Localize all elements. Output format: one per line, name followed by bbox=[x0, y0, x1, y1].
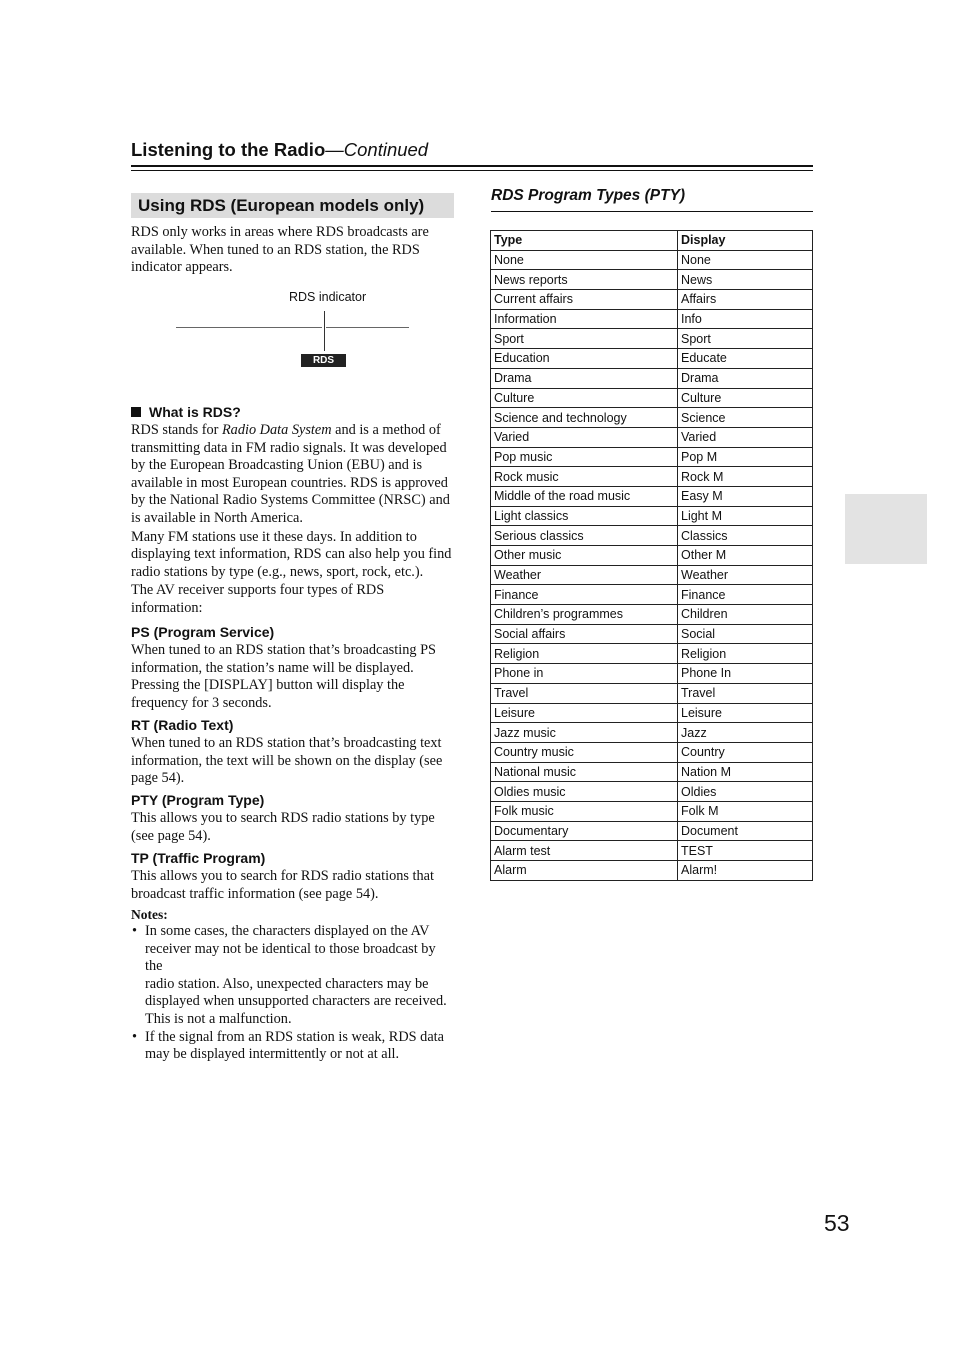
rt-heading: RT (Radio Text) bbox=[131, 717, 234, 733]
text-line: indicator appears. bbox=[131, 259, 233, 276]
cell-display: Classics bbox=[678, 526, 813, 546]
cell-type: Science and technology bbox=[491, 408, 678, 428]
cell-type: Middle of the road music bbox=[491, 486, 678, 506]
table-row bbox=[491, 329, 813, 349]
table-row bbox=[491, 427, 813, 447]
text-line: When tuned to an RDS station that’s broadcasting text bbox=[131, 735, 442, 751]
side-tab bbox=[845, 494, 927, 564]
text-line: This allows you to search RDS radio stations by type bbox=[131, 810, 435, 826]
cell-display: Pop M bbox=[678, 447, 813, 467]
ps-heading: PS (Program Service) bbox=[131, 624, 275, 640]
cell-display: Light M bbox=[678, 506, 813, 526]
cell-type: Alarm test bbox=[491, 841, 678, 861]
table-row bbox=[491, 546, 813, 566]
cell-display: Country bbox=[678, 742, 813, 762]
heading-text: What is RDS? bbox=[149, 404, 241, 420]
cell-display: Sport bbox=[678, 329, 813, 349]
display-line-left bbox=[176, 327, 322, 328]
pty-table bbox=[490, 230, 813, 881]
page-title: Listening to the Radio bbox=[131, 139, 326, 160]
notes-list bbox=[131, 923, 453, 1064]
cell-display: Travel bbox=[678, 683, 813, 703]
table-row bbox=[491, 349, 813, 369]
text-line: information, the station’s name will be displayed. bbox=[131, 659, 414, 676]
text-line: information: bbox=[131, 599, 203, 616]
cell-display: Easy M bbox=[678, 486, 813, 506]
column-header-display: Display bbox=[678, 231, 813, 251]
table-row bbox=[491, 762, 813, 782]
cell-type: Folk music bbox=[491, 801, 678, 821]
cell-type: Other music bbox=[491, 546, 678, 566]
text-line: displayed when unsupported characters are received. bbox=[145, 993, 447, 1010]
text-line: The AV receiver supports four types of RDS bbox=[131, 582, 385, 599]
cell-display: Oldies bbox=[678, 782, 813, 802]
rds-indicator-badge: RDS bbox=[301, 354, 346, 367]
text-line: radio stations by type (e.g., news, sport, rock, etc.). bbox=[131, 563, 424, 580]
square-bullet-icon bbox=[131, 407, 141, 417]
text-line: displaying text information, RDS can also help you find bbox=[131, 546, 452, 563]
table-row bbox=[491, 368, 813, 388]
text-line: This is not a malfunction. bbox=[145, 1010, 292, 1027]
table-header-row bbox=[491, 231, 813, 251]
cell-type: Rock music bbox=[491, 467, 678, 487]
pty-table-heading: RDS Program Types (PTY) bbox=[491, 187, 686, 204]
column-header-type: Type bbox=[491, 231, 678, 251]
pty-heading: PTY (Program Type) bbox=[131, 792, 265, 808]
cell-display: TEST bbox=[678, 841, 813, 861]
text-line: This allows you to search for RDS radio stations that bbox=[131, 868, 434, 884]
text-line: page 54). bbox=[131, 770, 185, 787]
table-row bbox=[491, 723, 813, 743]
cell-type: Pop music bbox=[491, 447, 678, 467]
text-run: and is a method of bbox=[331, 422, 441, 438]
section-heading: Using RDS (European models only) bbox=[131, 193, 454, 218]
italic-term: Radio Data System bbox=[221, 422, 332, 438]
cell-display: Varied bbox=[678, 427, 813, 447]
cell-type: Alarm bbox=[491, 861, 678, 881]
pty-table-body bbox=[491, 250, 813, 880]
cell-display: Phone In bbox=[678, 664, 813, 684]
display-line-right bbox=[326, 327, 409, 328]
page-header bbox=[131, 139, 813, 161]
cell-display: Nation M bbox=[678, 762, 813, 782]
note-item bbox=[131, 923, 453, 1029]
text-line: • If the signal from an RDS station is weak, RDS data bbox=[145, 1028, 444, 1045]
table-row bbox=[491, 841, 813, 861]
cell-type: Oldies music bbox=[491, 782, 678, 802]
text-line: available. When tuned to an RDS station, the RDS bbox=[131, 241, 420, 258]
cell-type: Documentary bbox=[491, 821, 678, 841]
table-row bbox=[491, 565, 813, 585]
cell-display: Rock M bbox=[678, 467, 813, 487]
table-row bbox=[491, 309, 813, 329]
cell-display: Leisure bbox=[678, 703, 813, 723]
text-line: information, the text will be shown on the display (see bbox=[131, 752, 443, 769]
text-line: RDS only works in areas where RDS broadcasts are bbox=[131, 224, 429, 240]
cell-display: Affairs bbox=[678, 290, 813, 310]
cell-type: Drama bbox=[491, 368, 678, 388]
text-line: by the European Broadcasting Union (EBU) and is bbox=[131, 457, 423, 474]
table-row bbox=[491, 605, 813, 625]
text-line bbox=[131, 422, 456, 440]
text-run: RDS stands for bbox=[131, 422, 222, 438]
cell-display: Drama bbox=[678, 368, 813, 388]
text-line: available in most European countries. RDS is approved bbox=[131, 474, 448, 491]
cell-type: Social affairs bbox=[491, 624, 678, 644]
cell-type: News reports bbox=[491, 270, 678, 290]
table-row bbox=[491, 585, 813, 605]
cell-display: Religion bbox=[678, 644, 813, 664]
text-line: may be displayed intermittently or not at all. bbox=[145, 1046, 400, 1063]
cell-type: None bbox=[491, 250, 678, 270]
cell-type: Country music bbox=[491, 742, 678, 762]
cell-display: Weather bbox=[678, 565, 813, 585]
cell-display: Science bbox=[678, 408, 813, 428]
cell-type: Sport bbox=[491, 329, 678, 349]
cell-display: Alarm! bbox=[678, 861, 813, 881]
cell-display: Document bbox=[678, 821, 813, 841]
cell-type: Travel bbox=[491, 683, 678, 703]
cell-type: Weather bbox=[491, 565, 678, 585]
text-line: receiver may not be identical to those broadcast by the bbox=[145, 940, 436, 975]
table-row bbox=[491, 270, 813, 290]
table-row bbox=[491, 290, 813, 310]
table-row bbox=[491, 447, 813, 467]
cell-display: Educate bbox=[678, 349, 813, 369]
cell-display: None bbox=[678, 250, 813, 270]
header-rule-thin bbox=[131, 170, 813, 171]
cell-display: Culture bbox=[678, 388, 813, 408]
text-line: frequency for 3 seconds. bbox=[131, 694, 272, 711]
table-row bbox=[491, 664, 813, 684]
table-row bbox=[491, 526, 813, 546]
rds-indicator-label: RDS indicator bbox=[289, 290, 367, 304]
indicator-pointer-line bbox=[324, 311, 325, 351]
table-row bbox=[491, 408, 813, 428]
rt-paragraph bbox=[131, 735, 453, 788]
cell-type: Jazz music bbox=[491, 723, 678, 743]
cell-type: Phone in bbox=[491, 664, 678, 684]
cell-type: Varied bbox=[491, 427, 678, 447]
cell-type: Leisure bbox=[491, 703, 678, 723]
ps-paragraph bbox=[131, 642, 453, 712]
cell-display: Finance bbox=[678, 585, 813, 605]
text-line: Pressing the [DISPLAY] button will display the bbox=[131, 677, 405, 694]
note-item bbox=[131, 1029, 453, 1064]
cell-type: Current affairs bbox=[491, 290, 678, 310]
table-row bbox=[491, 782, 813, 802]
table-row bbox=[491, 388, 813, 408]
cell-display: Info bbox=[678, 309, 813, 329]
what-is-rds-paragraph bbox=[131, 422, 456, 618]
cell-type: Light classics bbox=[491, 506, 678, 526]
text-line: by the National Radio Systems Committee (NRSC) and bbox=[131, 492, 450, 509]
cell-display: Other M bbox=[678, 546, 813, 566]
header-rule bbox=[131, 165, 813, 167]
table-row bbox=[491, 644, 813, 664]
table-row bbox=[491, 506, 813, 526]
cell-type: Information bbox=[491, 309, 678, 329]
table-row bbox=[491, 801, 813, 821]
cell-type: Serious classics bbox=[491, 526, 678, 546]
text-line: (see page 54). bbox=[131, 827, 211, 844]
table-row bbox=[491, 821, 813, 841]
pty-heading-rule bbox=[491, 211, 813, 212]
text-line: Many FM stations use it these days. In addition to bbox=[131, 528, 417, 545]
table-row bbox=[491, 742, 813, 762]
cell-display: News bbox=[678, 270, 813, 290]
notes-heading: Notes: bbox=[131, 907, 168, 922]
cell-type: Culture bbox=[491, 388, 678, 408]
text-line: When tuned to an RDS station that’s broadcasting PS bbox=[131, 642, 436, 658]
cell-type: Religion bbox=[491, 644, 678, 664]
text-line: radio station. Also, unexpected characters may be bbox=[145, 975, 429, 992]
text-line: transmitting data in FM radio signals. It was developed bbox=[131, 439, 447, 456]
cell-display: Jazz bbox=[678, 723, 813, 743]
what-is-rds-heading bbox=[131, 404, 241, 420]
table-row bbox=[491, 703, 813, 723]
cell-type: Education bbox=[491, 349, 678, 369]
pty-paragraph bbox=[131, 810, 453, 845]
cell-display: Folk M bbox=[678, 801, 813, 821]
table-row bbox=[491, 624, 813, 644]
cell-type: Finance bbox=[491, 585, 678, 605]
tp-paragraph bbox=[131, 868, 453, 903]
page-number: 53 bbox=[824, 1210, 850, 1236]
table-row bbox=[491, 486, 813, 506]
text-line: • In some cases, the characters displayed on the AV bbox=[145, 923, 430, 939]
text-line: broadcast traffic information (see page 54). bbox=[131, 885, 379, 902]
table-row bbox=[491, 861, 813, 881]
cell-type: National music bbox=[491, 762, 678, 782]
table-row bbox=[491, 467, 813, 487]
cell-display: Social bbox=[678, 624, 813, 644]
table-row bbox=[491, 683, 813, 703]
tp-heading: TP (Traffic Program) bbox=[131, 850, 266, 866]
page-title-continued: —Continued bbox=[325, 139, 429, 160]
cell-type: Children’s programmes bbox=[491, 605, 678, 625]
text-line: is available in North America. bbox=[131, 509, 303, 526]
intro-paragraph bbox=[131, 224, 453, 277]
cell-display: Children bbox=[678, 605, 813, 625]
table-row bbox=[491, 250, 813, 270]
